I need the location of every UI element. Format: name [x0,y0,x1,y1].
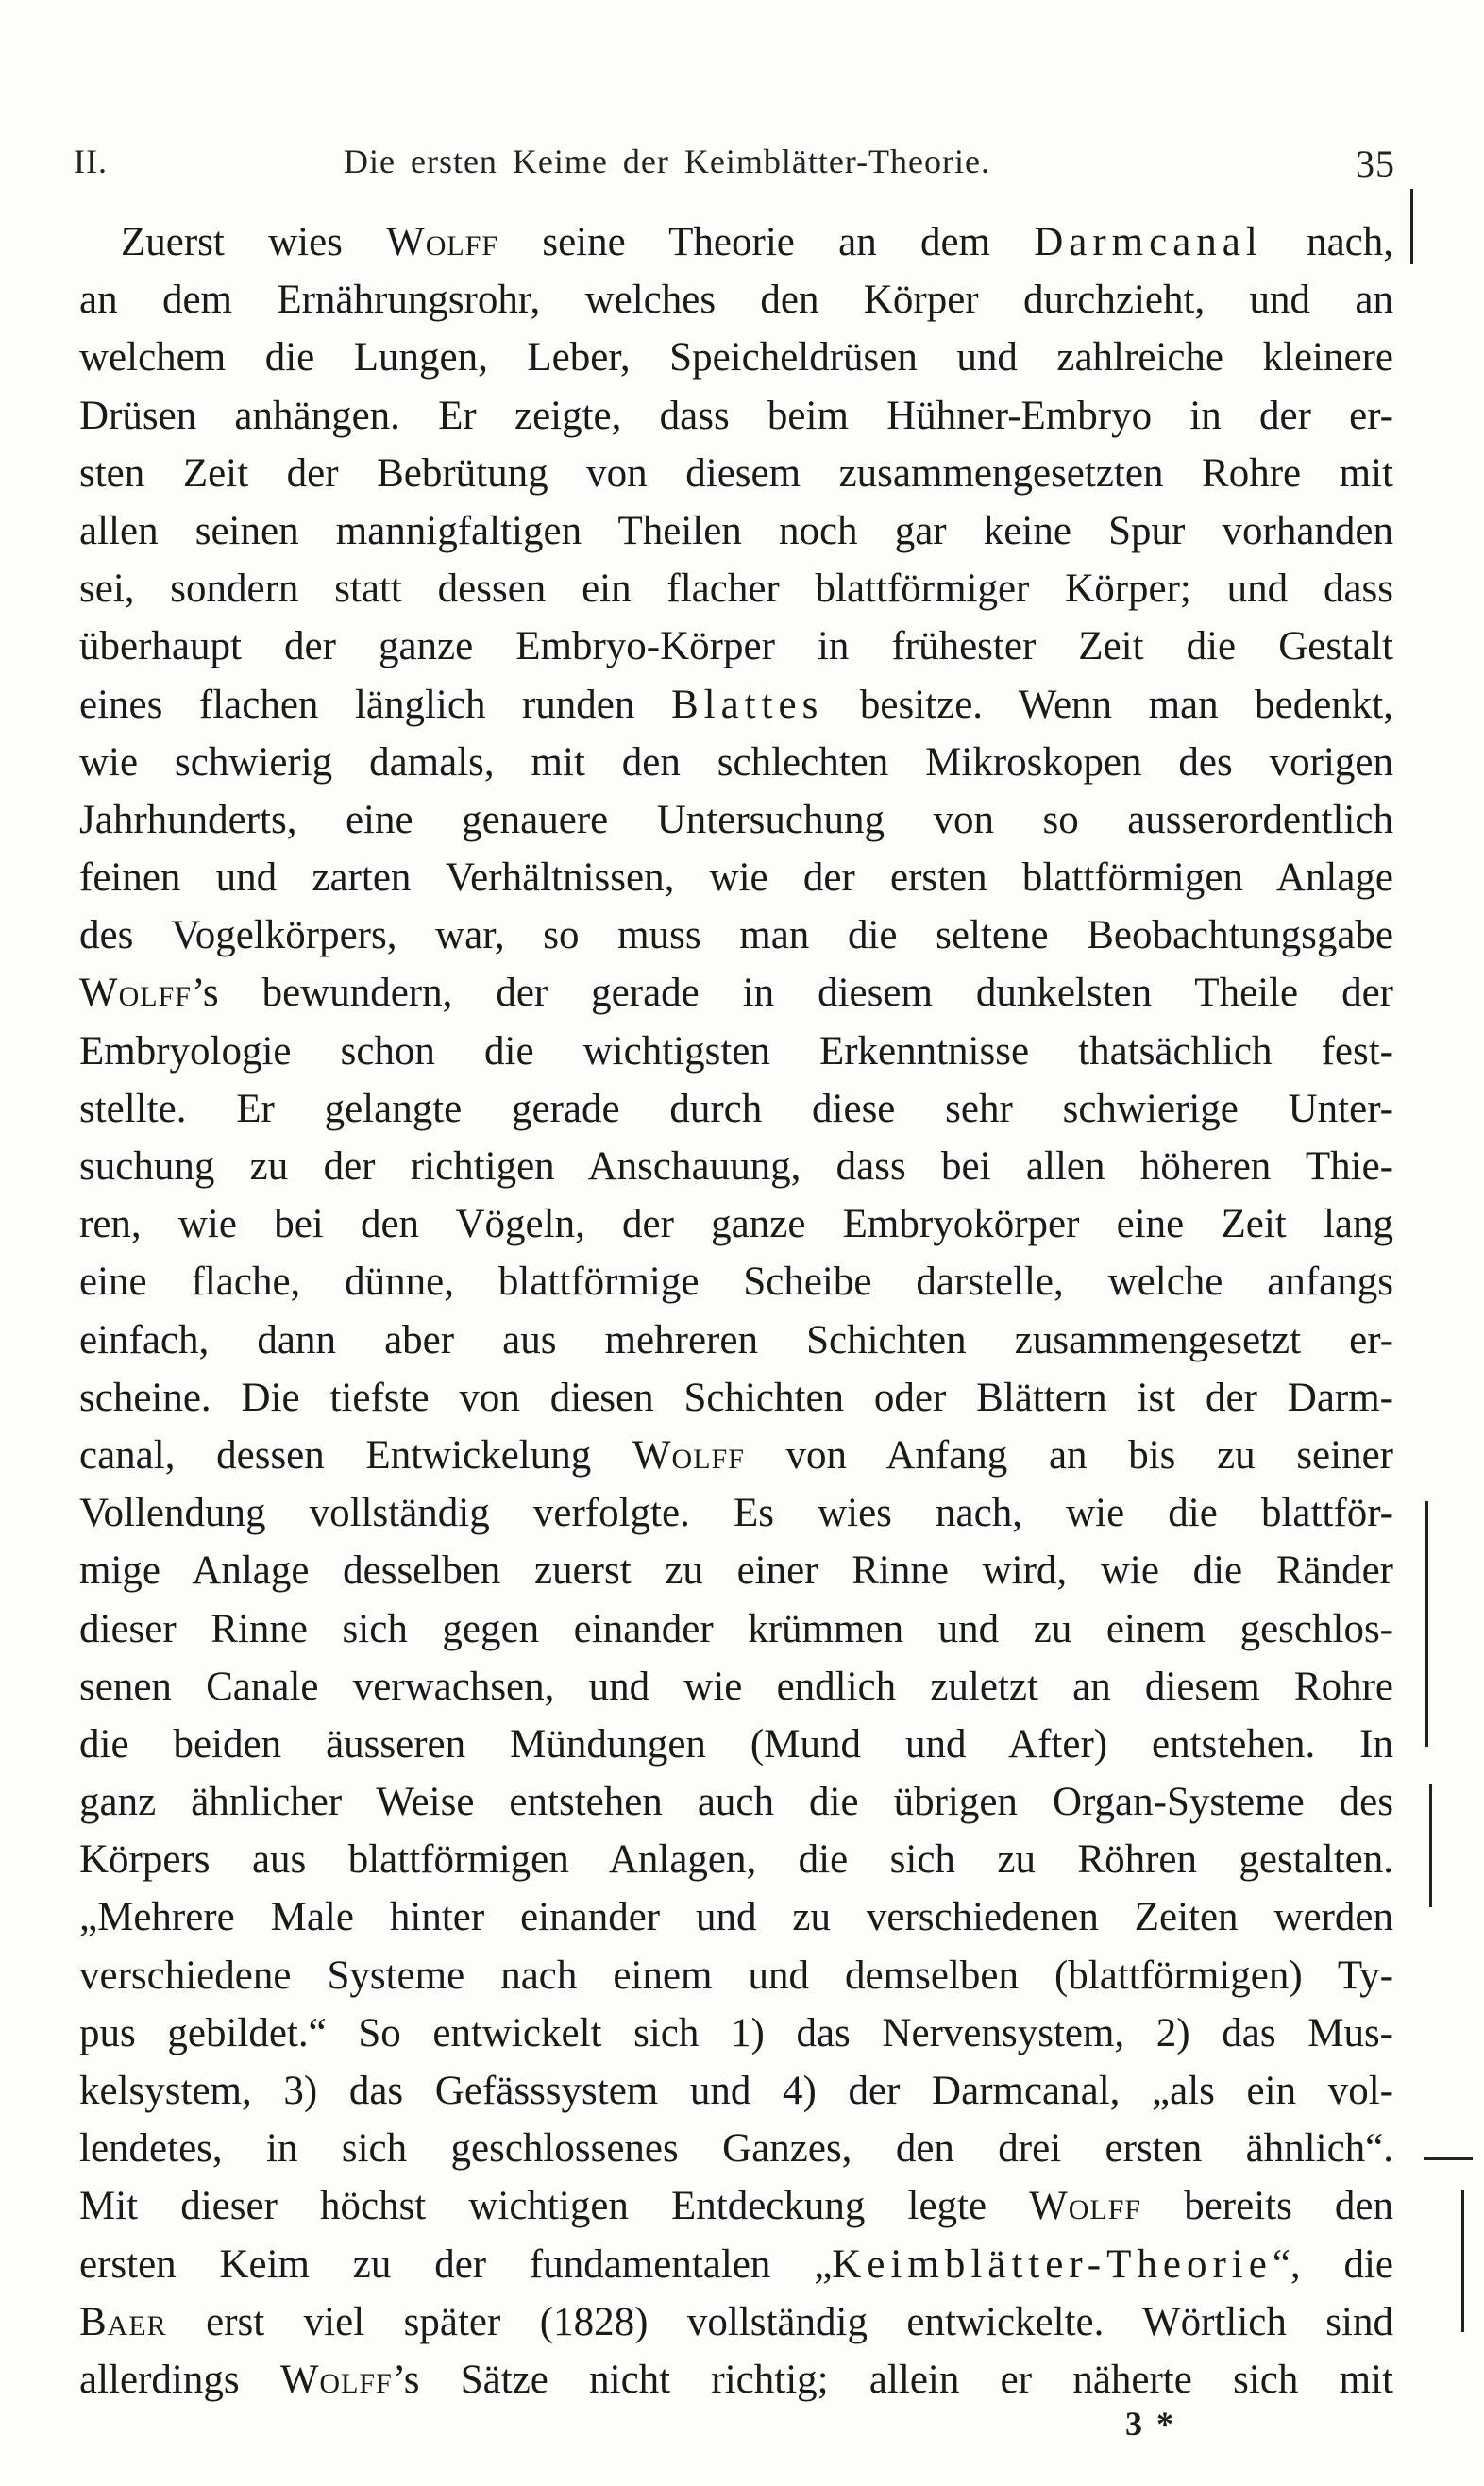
running-title: Die ersten Keime der Keimblätter-Theorie. [344,143,990,180]
text-run: suchung zu der richtigen Anschauung, dass bei allen höheren Thie- [79,1144,1393,1189]
text-run: nach, [1262,220,1393,264]
text-run: ’s bewundern, der gerade in diesem dunkelsten Theile der [191,971,1393,1016]
text-line [79,1600,1393,1658]
text-run: sten Zeit der Bebrütung von diesem zusammengesetzten Rohre mit [79,450,1393,496]
text-run: erst viel später (1828) vollständig entwickelte. Wörtlich sind [166,2299,1393,2344]
text-run: dieser Rinne sich gegen einander krümmen und zu einem geschlos- [79,1606,1393,1651]
text-run: sei, sondern statt dessen ein flacher blattförmiger Körper; und dass [79,567,1393,612]
text-line [79,676,1393,734]
text-line [79,1542,1393,1599]
text-line [79,271,1393,329]
text-line [79,617,1393,675]
text-line [79,2351,1393,2409]
running-header [74,142,1395,198]
text-line [79,1427,1393,1484]
text-run: eines flachen länglich runden [79,682,671,727]
text-line [79,1195,1393,1253]
chapter-number: II. [74,143,108,180]
text-line [79,1716,1393,1773]
text-run: ersten Keim zu der fundamentalen „ [79,2241,833,2287]
text-line [79,1138,1393,1195]
text-run: überhaupt der ganze Embryo-Körper in frühester Zeit die Gestalt [79,624,1393,669]
text-line [79,1080,1393,1138]
text-run: Drüsen anhängen. Er zeigte, dass beim Hühner-Embryo in der er- [79,393,1393,438]
small-caps-name: Wolff [632,1432,745,1478]
text-run: lendetes, in sich geschlossenes Ganzes, den drei ersten ähnlich“. [79,2126,1393,2172]
text-run: welchem die Lungen, Leber, Speicheldrüsen und zahlreiche kleinere [79,335,1393,381]
small-caps-name: Baer [79,2299,167,2344]
text-run: ’s Sätze nicht richtig; allein er näherte sich mit [392,2357,1393,2402]
text-line [79,2004,1393,2062]
text-run: allen seinen mannigfaltigen Theilen noch gar keine Spur vorhanden [79,508,1393,553]
text-run: scheine. Die tiefste von diesen Schichten oder Blättern ist der Darm- [79,1375,1393,1420]
text-run: senen Canale verwachsen, und wie endlich zuletzt an diesem Rohre [79,1664,1393,1709]
text-run: Vollendung vollständig verfolgte. Es wies nach, wie die blattför- [79,1491,1393,1536]
text-line [79,2177,1393,2235]
text-line [79,213,1393,271]
text-line [79,1831,1393,1888]
margin-rule-top [1410,189,1413,264]
text-line [79,906,1393,964]
text-run: Mit dieser höchst wichtigen Entdeckung legte [79,2184,1030,2229]
text-run: Embryologie schon die wichtigsten Erkenntnisse thatsächlich fest- [79,1028,1393,1074]
text-line [79,1484,1393,1542]
text-line [79,387,1393,445]
text-line [79,502,1393,560]
small-caps-name: Wolff [279,2357,393,2402]
text-line [79,445,1393,502]
text-line [79,1658,1393,1716]
page-number: 35 [1356,143,1395,185]
text-run: Jahrhunderts, eine genauere Untersuchung von so ausserordentlich [79,797,1393,842]
text-run: Zuerst wies [121,220,387,264]
text-run: kelsystem, 3) das Gefässsystem und 4) der Darmcanal, „als ein vol- [79,2069,1393,2113]
spaced-emphasis: Darmcanal [1034,220,1263,264]
text-run: des Vogelkörpers, war, so muss man die seltene Beobachtungsgabe [79,913,1393,958]
text-line [79,1253,1393,1311]
text-run: canal, dessen Entwickelung [79,1432,632,1478]
text-run: pus gebildet.“ So entwickelt sich 1) das Nervensystem, 2) das Mus- [79,2010,1393,2055]
text-run: bereits den [1141,2184,1393,2229]
text-line [79,2293,1393,2351]
text-line [79,329,1393,386]
text-line [79,1311,1393,1369]
margin-dash [1424,2157,1473,2160]
body-text [79,213,1393,2409]
text-line [79,734,1393,791]
small-caps-name: Wolff [1029,2184,1142,2229]
text-run: wie schwierig damals, mit den schlechten Mikroskopen des vorigen [79,739,1393,785]
text-line [79,2236,1393,2293]
text-run: ren, wie bei den Vögeln, der ganze Embryokörper eine Zeit lang [79,1202,1393,1247]
text-run: stellte. Er gelangte gerade durch diese sehr schwierige Unter- [79,1086,1393,1131]
spaced-emphasis: Blattes [670,682,824,727]
text-run: mige Anlage desselben zuerst zu einer Rinne wird, wie die Ränder [79,1548,1393,1594]
text-run: “, die [1272,2241,1393,2287]
text-run: feinen und zarten Verhältnissen, wie der ersten blattförmigen Anlage [79,855,1393,901]
text-line [79,1947,1393,2004]
text-line [79,2062,1393,2120]
text-run: Körpers aus blattförmigen Anlagen, die sich zu Röhren gestalten. [79,1837,1393,1883]
text-line [79,560,1393,617]
margin-rule-middle [1425,1501,1428,1747]
margin-rule-lower [1429,1784,1432,1907]
small-caps-name: Wolff [79,971,192,1016]
text-run: ganz ähnlicher Weise entstehen auch die übrigen Organ-Systeme des [79,1780,1393,1825]
text-run: von Anfang an bis zu seiner [744,1432,1393,1478]
text-line [79,1023,1393,1080]
text-run: „Mehrere Male hinter einander und zu verschiedenen Zeiten werden [79,1895,1393,1940]
text-line [79,2120,1393,2177]
text-run: verschiedene Systeme nach einem und demselben (blattförmigen) Ty- [79,1953,1393,1998]
text-run: die beiden äusseren Mündungen (Mund und After) entstehen. In [79,1721,1393,1767]
text-line [79,1888,1393,1946]
text-run: allerdings [79,2357,280,2402]
text-run: seine Theorie an dem [498,220,1035,264]
text-line [79,849,1393,906]
text-run: eine flache, dünne, blattförmige Scheibe darstelle, welche anfangs [79,1260,1393,1305]
spaced-emphasis: Keimblätter-Theorie [832,2241,1273,2287]
text-run: besitze. Wenn man bedenkt, [823,682,1393,727]
text-line [79,1773,1393,1831]
text-line [79,1369,1393,1427]
signature-mark: 3 * [1125,2405,1176,2443]
text-run: an dem Ernährungsrohr, welches den Körper durchzieht, und an [79,278,1393,323]
text-run: einfach, dann aber aus mehreren Schichten zusammengesetzt er- [79,1317,1393,1362]
text-line [79,791,1393,849]
margin-rule-bottom [1461,2190,1464,2332]
small-caps-name: Wolff [386,220,499,264]
text-line [79,964,1393,1022]
